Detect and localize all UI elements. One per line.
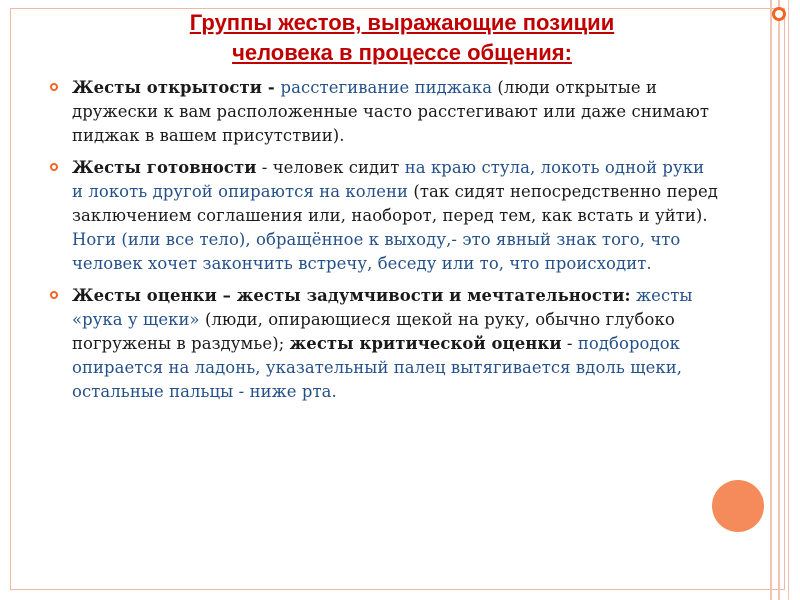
item-heading: Жесты открытости [72, 78, 263, 97]
item-text: - [561, 334, 578, 353]
item-highlight: жесты «рука у щеки» [72, 286, 693, 329]
title-line-2: человека в процессе общения: [232, 40, 572, 65]
item-text: - человек сидит [256, 158, 405, 177]
decor-line [778, 0, 780, 600]
item-highlight: на краю стула, локоть одной руки и локоть другой опираются на колени [72, 158, 705, 201]
decor-circle [712, 480, 764, 532]
decor-ring [772, 7, 786, 21]
list-item [48, 76, 718, 148]
item-highlight: подбородок опирается на ладонь, указательный палец вытягивается вдоль щеки, остальные пальцы - ниже рта. [72, 334, 683, 401]
item-separator: - [262, 78, 281, 97]
decor-line [770, 0, 772, 600]
item-highlight: Ноги (или все тело), обращённое к выходу,- это явный знак того, что человек хочет закончить встречу, беседу или то, что происходит. [72, 230, 681, 273]
item-text: (так сидят непосредственно перед заключением соглашения или, наоборот, перед тем, как встать и уйти). [72, 182, 718, 225]
slide-title [72, 8, 732, 68]
item-heading: Жесты оценки – жесты задумчивости и мечтательности: [72, 286, 631, 305]
bullet-icon [50, 163, 58, 171]
list-item [48, 156, 718, 276]
item-highlight: расстегивание пиджака [280, 78, 493, 97]
decor-line [788, 0, 789, 600]
item-text: (люди, опирающиеся щекой на руку, обычно глубоко погружены в раздумье); [72, 310, 675, 353]
bullet-list [48, 76, 718, 412]
bullet-icon [50, 291, 58, 299]
list-item [48, 284, 718, 404]
item-heading: Жесты готовности [72, 158, 257, 177]
item-text: (люди открытые и дружески к вам расположенные часто расстегивают или даже снимают пиджак в вашем присутствии). [72, 78, 710, 145]
title-line-1: Группы жестов, выражающие позиции [189, 10, 615, 35]
bullet-icon [50, 83, 58, 91]
item-subheading: жесты критической оценки [289, 334, 562, 353]
